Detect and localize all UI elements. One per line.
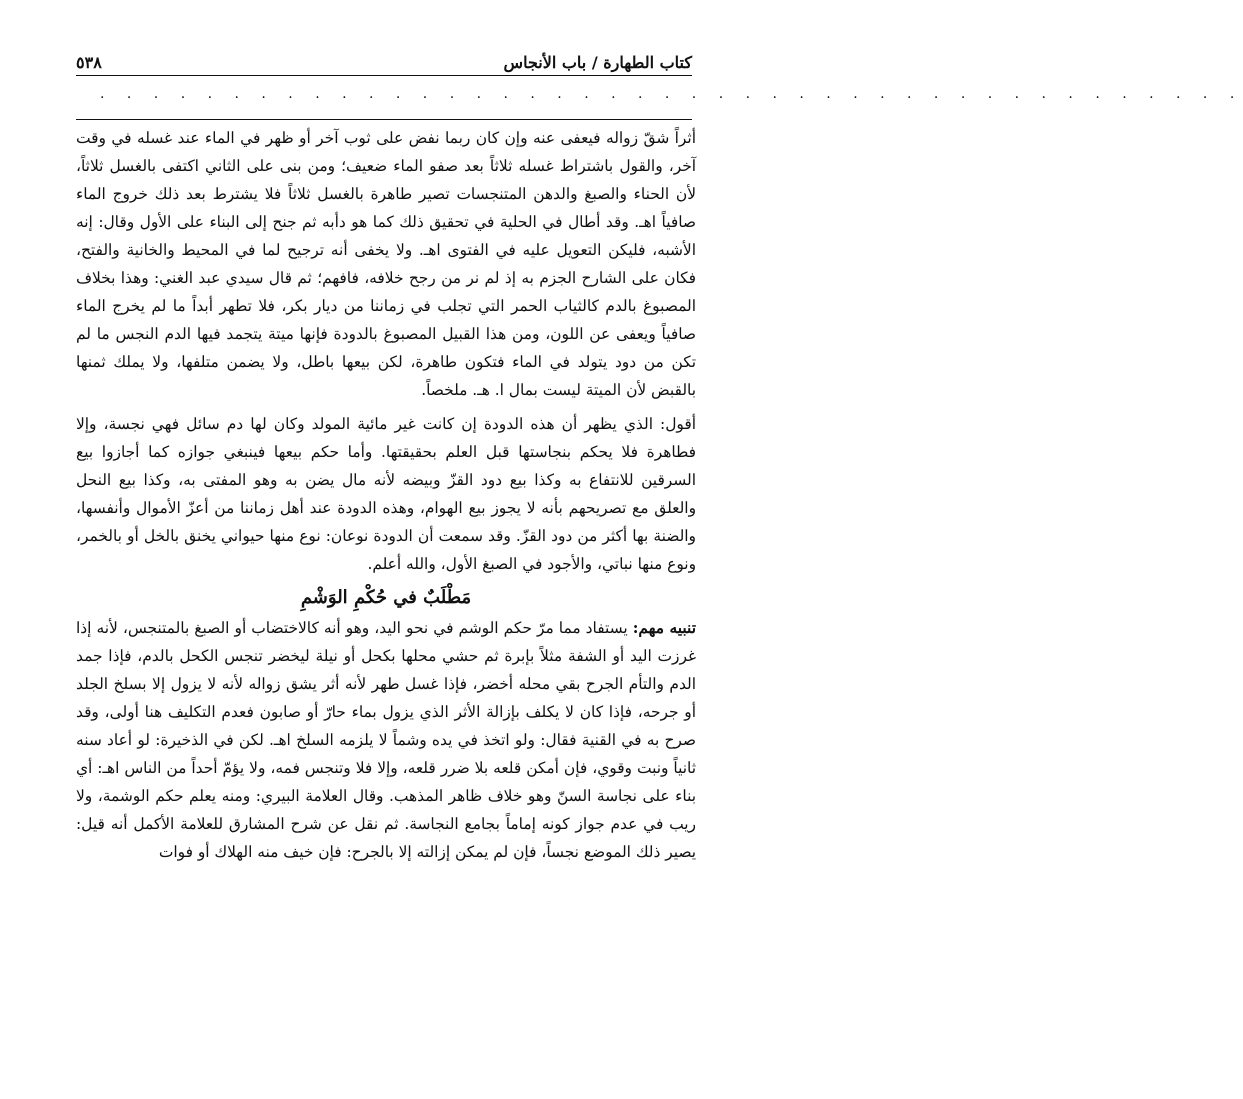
header-rule <box>76 75 692 76</box>
paragraph-3-text: يستفاد مما مرّ حكم الوشم في نحو اليد، وهو أنه كالاختضاب أو الصبغ بالمتنجس، لأنه إذا غرزت اليد أو الشفة مثلاً بإبرة ثم حشي محلها بكحل أو نيلة ليخضر تنجس الكحل بالدم، فإذا جمد الدم والتأم الجرح بقي محله أخضر، فإذا غسل طهر لأنه أثر يشق زواله لأنه لا يزول إلا بسلخ الجلد أو جرحه، فإذا كان لا يكلف بإزالة الأثر الذي يزول بماء حارّ أو صابون فعدم التكليف هنا أولى، وقد صرح به في القنية فقال: ولو اتخذ في يده وشماً لا يلزمه السلخ اهـ. لكن في الذخيرة: لو أعاد سنه ثانياً ونبت وقوي، فإن أمكن قلعه بلا ضرر قلعه، وإلا فلا وتنجس فمه، ولا يؤمّ أحداً من الناس اهـ: أي بناء على نجاسة السنّ وهو خلاف ظاهر المذهب. وقال العلامة البيري: ومنه يعلم حكم الوشمة، ولا ريب في عدم جواز كونه إماماً بجامع النجاسة. ثم نقل عن شرح المشارق للعلامة الأكمل أنه قيل: يصير ذلك الموضع نجساً، فإن لم يمكن إزالته إلا بالجرح: فإن خيف منه الهلاك أو فوات <box>76 619 696 861</box>
paragraph-3 <box>76 614 696 866</box>
running-title: كتاب الطهارة / باب الأنجاس <box>503 53 692 72</box>
section-heading: مَطْلَبٌ في حُكْمِ الوَشْمِ <box>300 587 472 608</box>
paragraph-1: أثراً شقّ زواله فيعفى عنه وإن كان ربما نفض على ثوب آخر أو ظهر في الماء عند غسله في وقت آخر، والقول باشتراط غسله ثلاثاً بعد صفو الماء ضعيف؛ ومن بنى على الثاني اكتفى بالغسل ثلاثاً، لأن الحناء والصبغ والدهن المتنجسات تصير طاهرة بالغسل ثلاثاً فلا يشترط بعد ذلك خروج الماء صافياً اهـ. وقد أطال في الحلية في تحقيق ذلك كما هو دأبه ثم جنح إلى البناء على الأول وقال: إنه الأشبه، فليكن التعويل عليه في الفتوى اهـ. ولا يخفى أنه ترجيح لما في المحيط والخانية والفتح، فكان على الشارح الجزم به إذ لم نر من رجح خلافه، فافهم؛ ثم قال سيدي عبد الغني: وهذا بخلاف المصبوغ بالدم كالثياب الحمر التي تجلب في زماننا من ديار بكر، فلا تطهر أبداً ما لم يخرج الماء صافياً ويعفى عن اللون، ومن هذا القبيل المصبوغ بالدودة فإنها ميتة يتجمد فيها الدم النجس ما لم تكن من دود يتولد في الماء فتكون طاهرة، لكن بيعها باطل، ولا يضمن متلفها، ولا يملك ثمنها بالقبض لأن الميتة ليست بمال ا. هـ. ملخصاً. <box>76 129 696 399</box>
separator-rule <box>76 119 692 120</box>
page-header <box>76 40 692 72</box>
paragraph-2: أقول: الذي يظهر أن هذه الدودة إن كانت غير مائية المولد وكان لها دم سائل فهي نجسة، وإلا فطاهرة فلا يحكم بنجاستها قبل العلم بحقيقتها. وأما حكم بيعها فينبغي جوازه كما أجازوا بيع السرقين للانتفاع به وكذا بيع دود القزّ وبيضه لأنه مال يضن به وهو المفتى به، وكذا بيع النحل والعلق مع تصريحهم بأنه لا يجوز بيع الهوام، وهذه الدودة عند أهل زماننا من أعزّ الأموال وأنفسها، والضنة بها أكثر من دود القزّ. وقد سمعت أن الدودة نوعان: نوع منها حيواني يخنق بالخل أو بالخمر، ونوع منها نباتي، والأجود في الصبغ الأول، والله أعلم. <box>76 415 696 573</box>
main-text <box>76 124 696 866</box>
page-number: ٥٣٨ <box>76 53 102 72</box>
separator-dots: . . . . . . . . . . . . . . . . . . . . . . . . . . . . . . . . . . . . . . . . . . . <box>100 86 1243 102</box>
paragraph-3-lead: تنبيه مهم: <box>632 619 696 637</box>
